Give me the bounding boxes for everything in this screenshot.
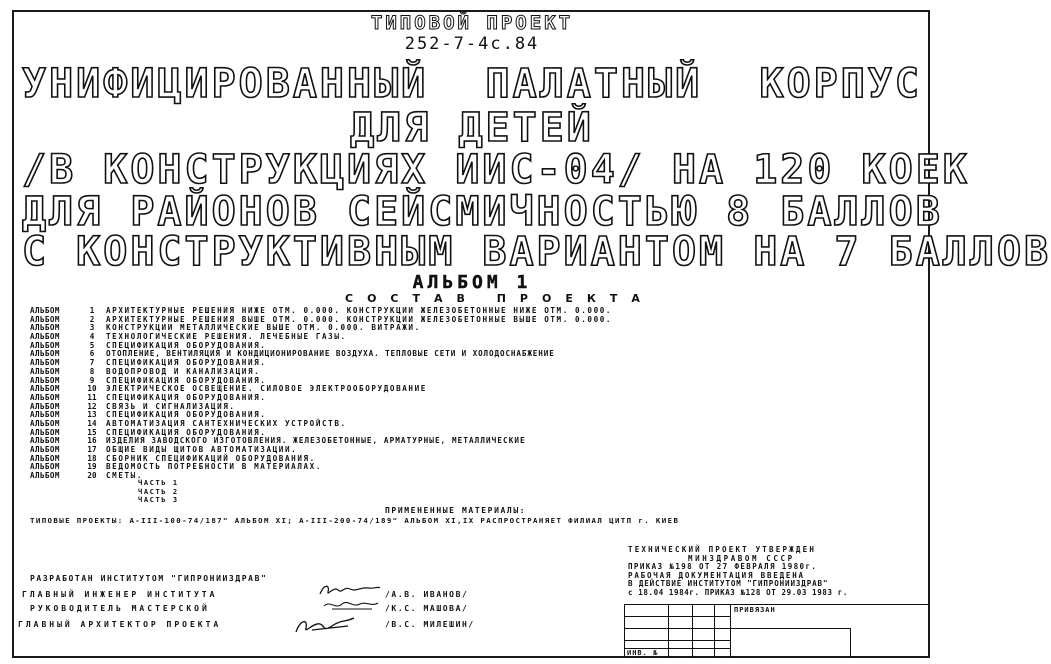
album-content: СБОРНИК СПЕЦИФИКАЦИЙ ОБОРУДОВАНИЯ. bbox=[106, 453, 316, 463]
album-number: 6 bbox=[89, 349, 95, 359]
signer-name: /В.С. МИЛЕШИН/ bbox=[385, 620, 475, 629]
album-word: АЛЬБОМ bbox=[30, 392, 60, 402]
album-word: АЛЬБОМ bbox=[30, 453, 60, 463]
album-number: 13 bbox=[87, 410, 97, 420]
album-number: 7 bbox=[89, 358, 95, 368]
album-word: АЛЬБОМ bbox=[30, 323, 60, 333]
album-word: АЛЬБОМ bbox=[30, 471, 60, 481]
estimate-part: ЧАСТЬ 2 bbox=[138, 487, 179, 496]
album-word: АЛЬБОМ bbox=[30, 401, 60, 411]
album-content: АРХИТЕКТУРНЫЕ РЕШЕНИЯ ВЫШЕ ОТМ. 0.000. КОНСТРУКЦИИ ЖЕЛЕЗОБЕТОННЫЕ ВЫШЕ ОТМ. 0.000. bbox=[106, 314, 613, 324]
approval-line: ПРИКАЗ №198 ОТ 27 ФЕВРАЛЯ 1980г. bbox=[628, 562, 818, 572]
stamp-linked-label: ПРИВЯЗАН bbox=[734, 606, 776, 614]
applied-materials-text: ТИПОВЫЕ ПРОЕКТЫ: А-III-100-74/187" АЛЬБОМ XI; А-III-200-74/189" АЛЬБОМ XI,IX РАСПРОСТРАНЯЕТ ФИЛИАЛ ЦИТП г. КИЕВ bbox=[30, 516, 680, 525]
album-number: 11 bbox=[87, 392, 97, 402]
album-content: АРХИТЕКТУРНЫЕ РЕШЕНИЯ НИЖЕ ОТМ. 0.000. КОНСТРУКЦИИ ЖЕЛЕЗОБЕТОННЫЕ НИЖЕ ОТМ. 0.000. bbox=[106, 306, 613, 315]
title-block-stamp bbox=[624, 604, 930, 658]
album-number: 14 bbox=[87, 418, 97, 428]
approval-line: МИНЗДРАВОМ СССР bbox=[688, 553, 795, 563]
estimate-parts bbox=[138, 479, 179, 505]
signer-name: /К.С. МАШОВА/ bbox=[385, 604, 469, 613]
album-word: АЛЬБОМ bbox=[30, 445, 60, 454]
album-content: СПЕЦИФИКАЦИЯ ОБОРУДОВАНИЯ. bbox=[106, 375, 267, 385]
signer-role: ГЛАВНЫЙ АРХИТЕКТОР ПРОЕКТА bbox=[18, 620, 222, 629]
applied-materials-title: ПРИМЕНЕННЫЕ МАТЕРИАЛЫ: bbox=[385, 506, 527, 515]
title-line-1: УНИФИЦИРОВАННЫЙ ПАЛАТНЫЙ КОРПУС bbox=[22, 61, 922, 107]
type-project-label: ТИПОВОЙ ПРОЕКТ bbox=[370, 12, 574, 34]
album-number: 20 bbox=[87, 471, 97, 481]
album-content: ИЗДЕЛИЯ ЗАВОДСКОГО ИЗГОТОВЛЕНИЯ. ЖЕЛЕЗОБЕТОННЫЕ, АРМАТУРНЫЕ, МЕТАЛЛИЧЕСКИЕ bbox=[106, 436, 526, 446]
signer-role: ГЛАВНЫЙ ИНЖЕНЕР ИНСТИТУТА bbox=[22, 590, 218, 599]
approval-line: РАБОЧАЯ ДОКУМЕНТАЦИЯ ВВЕДЕНА bbox=[628, 570, 805, 580]
signature-3-icon bbox=[292, 614, 358, 636]
estimate-part: ЧАСТЬ 1 bbox=[138, 479, 179, 487]
album-content: ВОДОПРОВОД И КАНАЛИЗАЦИЯ. bbox=[106, 366, 261, 376]
album-word: АЛЬБОМ bbox=[30, 462, 60, 472]
album-content: СПЕЦИФИКАЦИЯ ОБОРУДОВАНИЯ. bbox=[106, 392, 267, 402]
album-content: АВТОМАТИЗАЦИЯ САНТЕХНИЧЕСКИХ УСТРОЙСТВ. bbox=[106, 418, 347, 428]
album-word: АЛЬБОМ bbox=[30, 375, 60, 385]
album-number: 10 bbox=[87, 384, 97, 394]
album-number: 1 bbox=[89, 306, 95, 315]
album-number: 19 bbox=[87, 462, 97, 472]
album-word: АЛЬБОМ bbox=[30, 410, 60, 420]
album-content: СПЕЦИФИКАЦИЯ ОБОРУДОВАНИЯ. bbox=[106, 340, 267, 350]
signer-role: РУКОВОДИТЕЛЬ МАСТЕРСКОЙ bbox=[30, 604, 210, 613]
album-content: ЭЛЕКТРИЧЕСКОЕ ОСВЕЩЕНИЕ. СИЛОВОЕ ЭЛЕКТРООБОРУДОВАНИЕ bbox=[106, 384, 427, 394]
album-word: АЛЬБОМ bbox=[30, 340, 60, 350]
stamp-inv-label: ИНВ. № bbox=[627, 649, 659, 657]
project-code: 252-7-4с.84 bbox=[404, 34, 540, 54]
album-content: СВЯЗЬ И СИГНАЛИЗАЦИЯ. bbox=[106, 401, 236, 411]
album-label: АЛЬБОМ 1 bbox=[412, 272, 532, 293]
album-content: ТЕХНОЛОГИЧЕСКИЕ РЕШЕНИЯ. ЛЕЧЕБНЫЕ ГАЗЫ. bbox=[106, 332, 347, 342]
album-content: СПЕЦИФИКАЦИЯ ОБОРУДОВАНИЯ. bbox=[106, 358, 267, 368]
album-word: АЛЬБОМ bbox=[30, 436, 60, 446]
signer-name: /А.В. ИВАНОВ/ bbox=[385, 590, 469, 599]
album-word: АЛЬБОМ bbox=[30, 366, 60, 376]
album-number: 5 bbox=[89, 340, 95, 350]
album-word: АЛЬБОМ bbox=[30, 332, 60, 342]
album-number: 2 bbox=[89, 314, 95, 324]
title-line-2: ДЛЯ ДЕТЕЙ bbox=[350, 105, 594, 151]
approval-line: В ДЕЙСТВИЕ ИНСТИТУТОМ "ГИПРОНИИЗДРАВ" bbox=[628, 579, 829, 589]
album-content: ВЕДОМОСТЬ ПОТРЕБНОСТИ В МАТЕРИАЛАХ. bbox=[106, 462, 323, 472]
album-number: 3 bbox=[89, 323, 95, 333]
approval-line: ТЕХНИЧЕСКИЙ ПРОЕКТ УТВЕРЖДЕН bbox=[628, 545, 817, 554]
album-number: 15 bbox=[87, 427, 97, 437]
album-word: АЛЬБОМ bbox=[30, 418, 60, 428]
album-number: 12 bbox=[87, 401, 97, 411]
album-content: ОБЩИЕ ВИДЫ ЩИТОВ АВТОМАТИЗАЦИИ. bbox=[106, 445, 298, 454]
album-number: 4 bbox=[89, 332, 95, 342]
signature-2-icon bbox=[322, 598, 380, 612]
estimate-part: ЧАСТЬ 3 bbox=[138, 496, 179, 505]
album-number: 17 bbox=[87, 445, 97, 454]
approval-line: с 18.04 1984г. ПРИКАЗ №128 ОТ 29.03 1983 г. bbox=[628, 587, 848, 597]
developer: РАЗРАБОТАН ИНСТИТУТОМ "ГИПРОНИИЗДРАВ" bbox=[30, 574, 268, 583]
title-line-5: С КОНСТРУКТИВНЫМ ВАРИАНТОМ НА 7 БАЛЛОВ bbox=[22, 229, 1051, 275]
album-number: 16 bbox=[87, 436, 97, 446]
approval-block bbox=[628, 546, 848, 598]
album-word: АЛЬБОМ bbox=[30, 427, 60, 437]
album-word: АЛЬБОМ bbox=[30, 349, 60, 359]
title-line-3: /В КОНСТРУКЦИЯХ ИИС-04/ НА 120 КОЕК bbox=[22, 147, 970, 193]
album-number: 8 bbox=[89, 366, 95, 376]
album-word: АЛЬБОМ bbox=[30, 306, 60, 315]
album-word: АЛЬБОМ bbox=[30, 358, 60, 368]
album-number: 18 bbox=[87, 453, 97, 463]
album-content: СМЕТЫ. bbox=[106, 471, 144, 481]
list-item bbox=[30, 463, 910, 472]
title-line-4: ДЛЯ РАЙОНОВ СЕЙСМИЧНОСТЬЮ 8 БАЛЛОВ bbox=[22, 189, 943, 235]
album-content: ОТОПЛЕНИЕ, ВЕНТИЛЯЦИЯ И КОНДИЦИОНИРОВАНИЕ ВОЗДУХА. ТЕПЛОВЫЕ СЕТИ И ХОЛОДОСНАБЖЕНИЕ bbox=[106, 349, 555, 359]
album-content: СПЕЦИФИКАЦИЯ ОБОРУДОВАНИЯ. bbox=[106, 410, 267, 420]
composition-list bbox=[30, 307, 910, 481]
composition-title: СОСТАВ ПРОЕКТА bbox=[345, 292, 654, 305]
album-word: АЛЬБОМ bbox=[30, 314, 60, 324]
album-content: КОНСТРУКЦИИ МЕТАЛЛИЧЕСКИЕ ВЫШЕ ОТМ. 0.000. ВИТРАЖИ. bbox=[106, 323, 421, 333]
album-word: АЛЬБОМ bbox=[30, 384, 60, 394]
album-number: 9 bbox=[89, 375, 95, 385]
album-content: СПЕЦИФИКАЦИЯ ОБОРУДОВАНИЯ. bbox=[106, 427, 267, 437]
